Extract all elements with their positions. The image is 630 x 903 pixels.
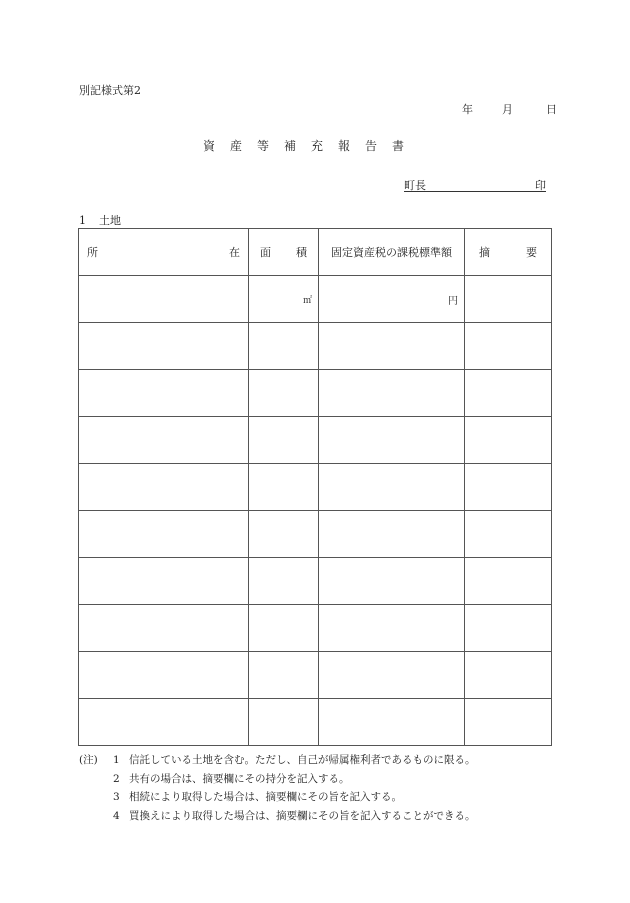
note-number: 1 bbox=[113, 754, 120, 766]
title-char: 告 bbox=[365, 139, 378, 153]
cell-area[interactable] bbox=[249, 652, 319, 699]
date-year: 年 bbox=[462, 103, 473, 116]
cell-location[interactable] bbox=[79, 605, 249, 652]
cell-area[interactable] bbox=[249, 699, 319, 746]
cell-tax-base[interactable] bbox=[319, 276, 465, 323]
cell-location[interactable] bbox=[79, 652, 249, 699]
header-location-left: 所 bbox=[87, 246, 98, 259]
cell-tax-base[interactable] bbox=[319, 558, 465, 605]
cell-remarks[interactable] bbox=[465, 276, 552, 323]
cell-area[interactable] bbox=[249, 558, 319, 605]
note-mark: (注) bbox=[79, 754, 98, 766]
cell-tax-base[interactable] bbox=[319, 511, 465, 558]
area-unit: ㎡ bbox=[302, 296, 312, 306]
cell-area[interactable] bbox=[249, 605, 319, 652]
title-char: 資 bbox=[203, 139, 216, 153]
note-number: 4 bbox=[113, 809, 120, 822]
cell-tax-base[interactable] bbox=[319, 699, 465, 746]
cell-remarks[interactable] bbox=[465, 558, 552, 605]
cell-remarks[interactable] bbox=[465, 605, 552, 652]
cell-location[interactable] bbox=[79, 699, 249, 746]
cell-area[interactable] bbox=[249, 464, 319, 511]
header-remarks bbox=[465, 229, 552, 276]
cell-tax-base[interactable] bbox=[319, 417, 465, 464]
note-text: 共有の場合は、摘要欄にその持分を記入する。 bbox=[129, 772, 350, 785]
section-label: 土地 bbox=[99, 214, 121, 227]
cell-area[interactable] bbox=[249, 370, 319, 417]
section-heading bbox=[79, 212, 121, 228]
cell-tax-base[interactable] bbox=[319, 652, 465, 699]
table-row bbox=[79, 511, 552, 558]
cell-area[interactable] bbox=[249, 417, 319, 464]
table-header-row bbox=[79, 229, 552, 276]
cell-area[interactable] bbox=[249, 276, 319, 323]
cell-remarks[interactable] bbox=[465, 323, 552, 370]
note-number: 2 bbox=[113, 772, 120, 785]
header-tax-base: 固定資産税の課税標準額 bbox=[319, 229, 465, 276]
page-title bbox=[203, 137, 419, 154]
date-line bbox=[462, 101, 557, 117]
note-number: 3 bbox=[113, 791, 120, 803]
mayor-label: 町長 bbox=[404, 179, 426, 192]
cell-remarks[interactable] bbox=[465, 699, 552, 746]
title-char: 充 bbox=[311, 139, 324, 153]
title-char: 報 bbox=[338, 139, 351, 153]
cell-area[interactable] bbox=[249, 511, 319, 558]
notes bbox=[79, 751, 476, 825]
cell-location[interactable] bbox=[79, 464, 249, 511]
cell-location[interactable] bbox=[79, 417, 249, 464]
header-area-left: 面 bbox=[260, 246, 271, 259]
note-item bbox=[79, 807, 476, 826]
cell-area[interactable] bbox=[249, 323, 319, 370]
amount-unit: 円 bbox=[448, 296, 458, 307]
cell-location[interactable] bbox=[79, 558, 249, 605]
cell-location[interactable] bbox=[79, 511, 249, 558]
cell-remarks[interactable] bbox=[465, 511, 552, 558]
note-item bbox=[79, 751, 476, 770]
table-row bbox=[79, 652, 552, 699]
cell-tax-base[interactable] bbox=[319, 605, 465, 652]
note-text: 信託している土地を含む。ただし、自己が帰属権利者であるものに限る。 bbox=[129, 754, 476, 766]
cell-remarks[interactable] bbox=[465, 652, 552, 699]
header-location bbox=[79, 229, 249, 276]
title-char: 産 bbox=[230, 139, 243, 153]
cell-tax-base[interactable] bbox=[319, 323, 465, 370]
cell-remarks[interactable] bbox=[465, 417, 552, 464]
note-text: 買換えにより取得した場合は、摘要欄にその旨を記入することができる。 bbox=[129, 809, 476, 822]
header-remarks-left: 摘 bbox=[479, 246, 490, 259]
land-table bbox=[78, 228, 552, 746]
cell-location[interactable] bbox=[79, 370, 249, 417]
title-char: 書 bbox=[392, 139, 405, 153]
table-row bbox=[79, 276, 552, 323]
cell-location[interactable] bbox=[79, 323, 249, 370]
table-row bbox=[79, 605, 552, 652]
cell-remarks[interactable] bbox=[465, 464, 552, 511]
table-row bbox=[79, 558, 552, 605]
table-row bbox=[79, 370, 552, 417]
table-row bbox=[79, 464, 552, 511]
seal-label: 印 bbox=[535, 179, 546, 192]
signature-line bbox=[404, 177, 546, 192]
header-area-right: 積 bbox=[296, 246, 307, 259]
title-char: 補 bbox=[284, 139, 297, 153]
form-label: 別記様式第2 bbox=[79, 84, 141, 97]
section-number: 1 bbox=[79, 214, 86, 227]
cell-tax-base[interactable] bbox=[319, 464, 465, 511]
table-row bbox=[79, 323, 552, 370]
date-month: 月 bbox=[502, 103, 513, 116]
header-area bbox=[249, 229, 319, 276]
title-char: 等 bbox=[257, 139, 270, 153]
cell-tax-base[interactable] bbox=[319, 370, 465, 417]
note-item bbox=[79, 770, 476, 789]
cell-location[interactable] bbox=[79, 276, 249, 323]
cell-remarks[interactable] bbox=[465, 370, 552, 417]
note-text: 相続により取得した場合は、摘要欄にその旨を記入する。 bbox=[129, 791, 402, 803]
note-item bbox=[79, 788, 476, 807]
date-day: 日 bbox=[546, 103, 557, 116]
table-row bbox=[79, 699, 552, 746]
header-location-right: 在 bbox=[229, 246, 240, 259]
table-row bbox=[79, 417, 552, 464]
header-remarks-right: 要 bbox=[526, 246, 537, 259]
